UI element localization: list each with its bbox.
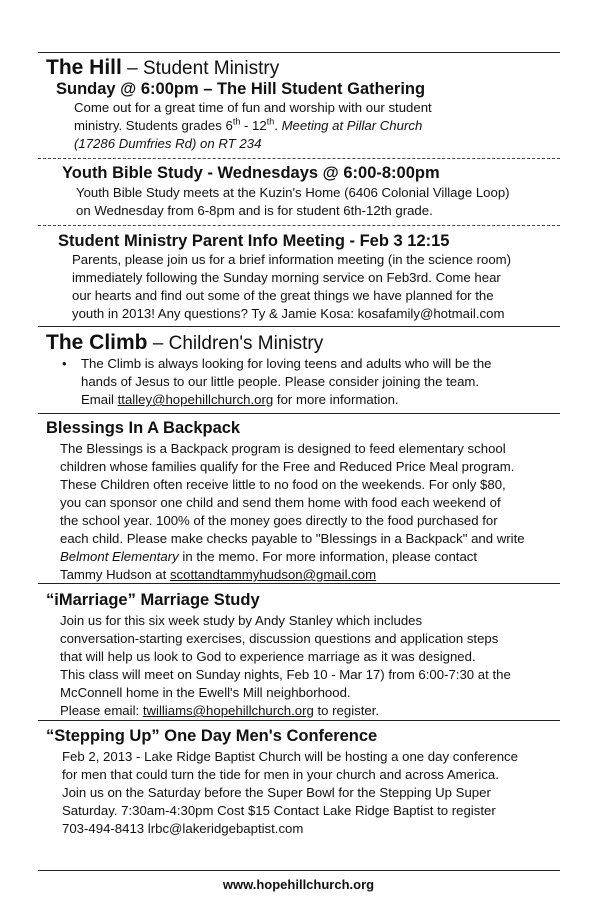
parent-line-1: Parents, please join us for a brief information meeting (in the science room) <box>72 252 512 267</box>
climb-bullet: • <box>62 356 67 371</box>
imarriage-line-4: This class will meet on Sunday nights, Feb 10 - Mar 17) from 6:00-7:30 at the <box>60 667 511 682</box>
stepping-line-2: for men that could turn the tide for men in your church and across America. <box>62 767 499 782</box>
parent-line-2: immediately following the Sunday morning service on Feb3rd. Come hear <box>72 270 501 285</box>
hill-title <box>46 56 279 81</box>
blessings-email-link[interactable]: scottandtammyhudson@gmail.com <box>169 567 377 582</box>
imarriage-l6a: Please email: <box>60 703 143 718</box>
divider-3 <box>38 326 560 327</box>
blessings-body <box>60 440 525 584</box>
parent-line-3: our hearts and find out some of the great things we have planned for the <box>72 288 494 303</box>
hill-title-dash: – <box>121 58 143 79</box>
gathering-location: Meeting at Pillar Church <box>277 118 423 133</box>
imarriage-body <box>60 612 511 720</box>
gathering-l2b: - 12 <box>240 118 267 133</box>
hill-subtitle: Student Ministry <box>142 58 280 79</box>
youth-heading: Youth Bible Study - Wednesdays @ 6:00-8:00pm <box>62 164 440 182</box>
climb-title <box>46 331 323 356</box>
stepping-line-1: Feb 2, 2013 - Lake Ridge Baptist Church will be hosting a one day conference <box>62 749 518 764</box>
climb-l3a: Email <box>81 392 118 407</box>
divider-2 <box>38 225 560 226</box>
stepping-body <box>62 748 518 838</box>
gathering-l2a: ministry. Students grades 6 <box>74 118 233 133</box>
blessings-line-4: you can sponsor one child and send them home with food each weekend of <box>60 495 501 510</box>
blessings-line-5: the school year. 100% of the money goes directly to the food purchased for <box>60 513 498 528</box>
climb-title-name: The Climb <box>46 331 148 354</box>
stepping-line-3: Join us on the Saturday before the Super Bowl for the Stepping Up Super <box>62 785 491 800</box>
blessings-line-2: children whose families qualify for the Free and Reduced Price Meal program. <box>60 459 515 474</box>
hill-title-name: The Hill <box>46 56 122 79</box>
climb-title-dash: – <box>147 333 169 354</box>
imarriage-l6b: to register. <box>313 703 380 718</box>
blessings-heading: Blessings In A Backpack <box>46 419 241 437</box>
divider-6 <box>38 720 560 721</box>
blessings-school: Belmont Elementary <box>60 549 179 564</box>
climb-email-link[interactable]: ttalley@hopehillchurch.org <box>117 392 274 407</box>
climb-line-3 <box>81 391 492 409</box>
blessings-l7b: in the memo. For more information, please contact <box>178 549 478 564</box>
bottom-rule <box>38 870 560 871</box>
youth-line-1: Youth Bible Study meets at the Kuzin's Home (6406 Colonial Village Loop) <box>76 185 510 200</box>
climb-subtitle: Children's Ministry <box>168 333 324 354</box>
climb-body <box>81 355 492 409</box>
top-rule <box>38 52 560 53</box>
parent-heading: Student Ministry Parent Info Meeting - Feb 3 12:15 <box>58 232 450 250</box>
blessings-line-1: The Blessings is a Backpack program is designed to feed elementary school <box>60 441 506 456</box>
gathering-line-3: (17286 Dumfries Rd) on RT 234 <box>74 136 262 151</box>
imarriage-line-2: conversation-starting exercises, discussion questions and application steps <box>60 631 499 646</box>
sup-th-1: th <box>232 116 241 127</box>
divider-4 <box>38 413 560 414</box>
youth-line-2: on Wednesday from 6-8pm and is for student 6th-12th grade. <box>76 203 433 218</box>
imarriage-line-5: McConnell home in the Ewell's Mill neighborhood. <box>60 685 351 700</box>
imarriage-heading: “iMarriage” Marriage Study <box>46 591 260 609</box>
imarriage-line-3: that will help us look to God to experience marriage as it was designed. <box>60 649 476 664</box>
climb-line-2: hands of Jesus to our little people. Please consider joining the team. <box>81 374 480 389</box>
imarriage-line-6 <box>60 702 511 720</box>
parent-body <box>72 251 511 323</box>
imarriage-email-link[interactable]: twilliams@hopehillchurch.org <box>142 703 314 718</box>
imarriage-line-1: Join us for this six week study by Andy Stanley which includes <box>60 613 423 628</box>
stepping-heading: “Stepping Up” One Day Men's Conference <box>46 727 378 745</box>
youth-body <box>76 184 510 220</box>
footer-url[interactable]: www.hopehillchurch.org <box>222 877 375 892</box>
stepping-line-4: Saturday. 7:30am-4:30pm Cost $15 Contact Lake Ridge Baptist to register <box>62 803 496 818</box>
parent-line-4: youth in 2013! Any questions? Ty & Jamie Kosa: kosafamily@hotmail.com <box>72 306 505 321</box>
gathering-heading: Sunday @ 6:00pm – The Hill Student Gathering <box>56 80 426 98</box>
divider-1 <box>38 158 560 159</box>
climb-l3b: for more information. <box>273 392 399 407</box>
climb-line-1: The Climb is always looking for loving teens and adults who will be the <box>81 356 492 371</box>
gathering-line-2 <box>74 117 432 135</box>
blessings-line-3: These Children often receive little to no food on the weekends. For only $80, <box>60 477 506 492</box>
sup-th-2: th <box>266 116 275 127</box>
gathering-body <box>74 99 432 153</box>
blessings-l8a: Tammy Hudson at <box>60 567 170 582</box>
gathering-line-1: Come out for a great time of fun and worship with our student <box>74 100 432 115</box>
blessings-line-8 <box>60 566 525 584</box>
gathering-l2c: . <box>274 118 278 133</box>
blessings-line-7 <box>60 548 525 566</box>
stepping-line-5: 703-494-8413 lrbc@lakeridgebaptist.com <box>62 821 304 836</box>
blessings-line-6: each child. Please make checks payable to "Blessings in a Backpack" and write <box>60 531 525 546</box>
divider-5 <box>38 583 560 584</box>
